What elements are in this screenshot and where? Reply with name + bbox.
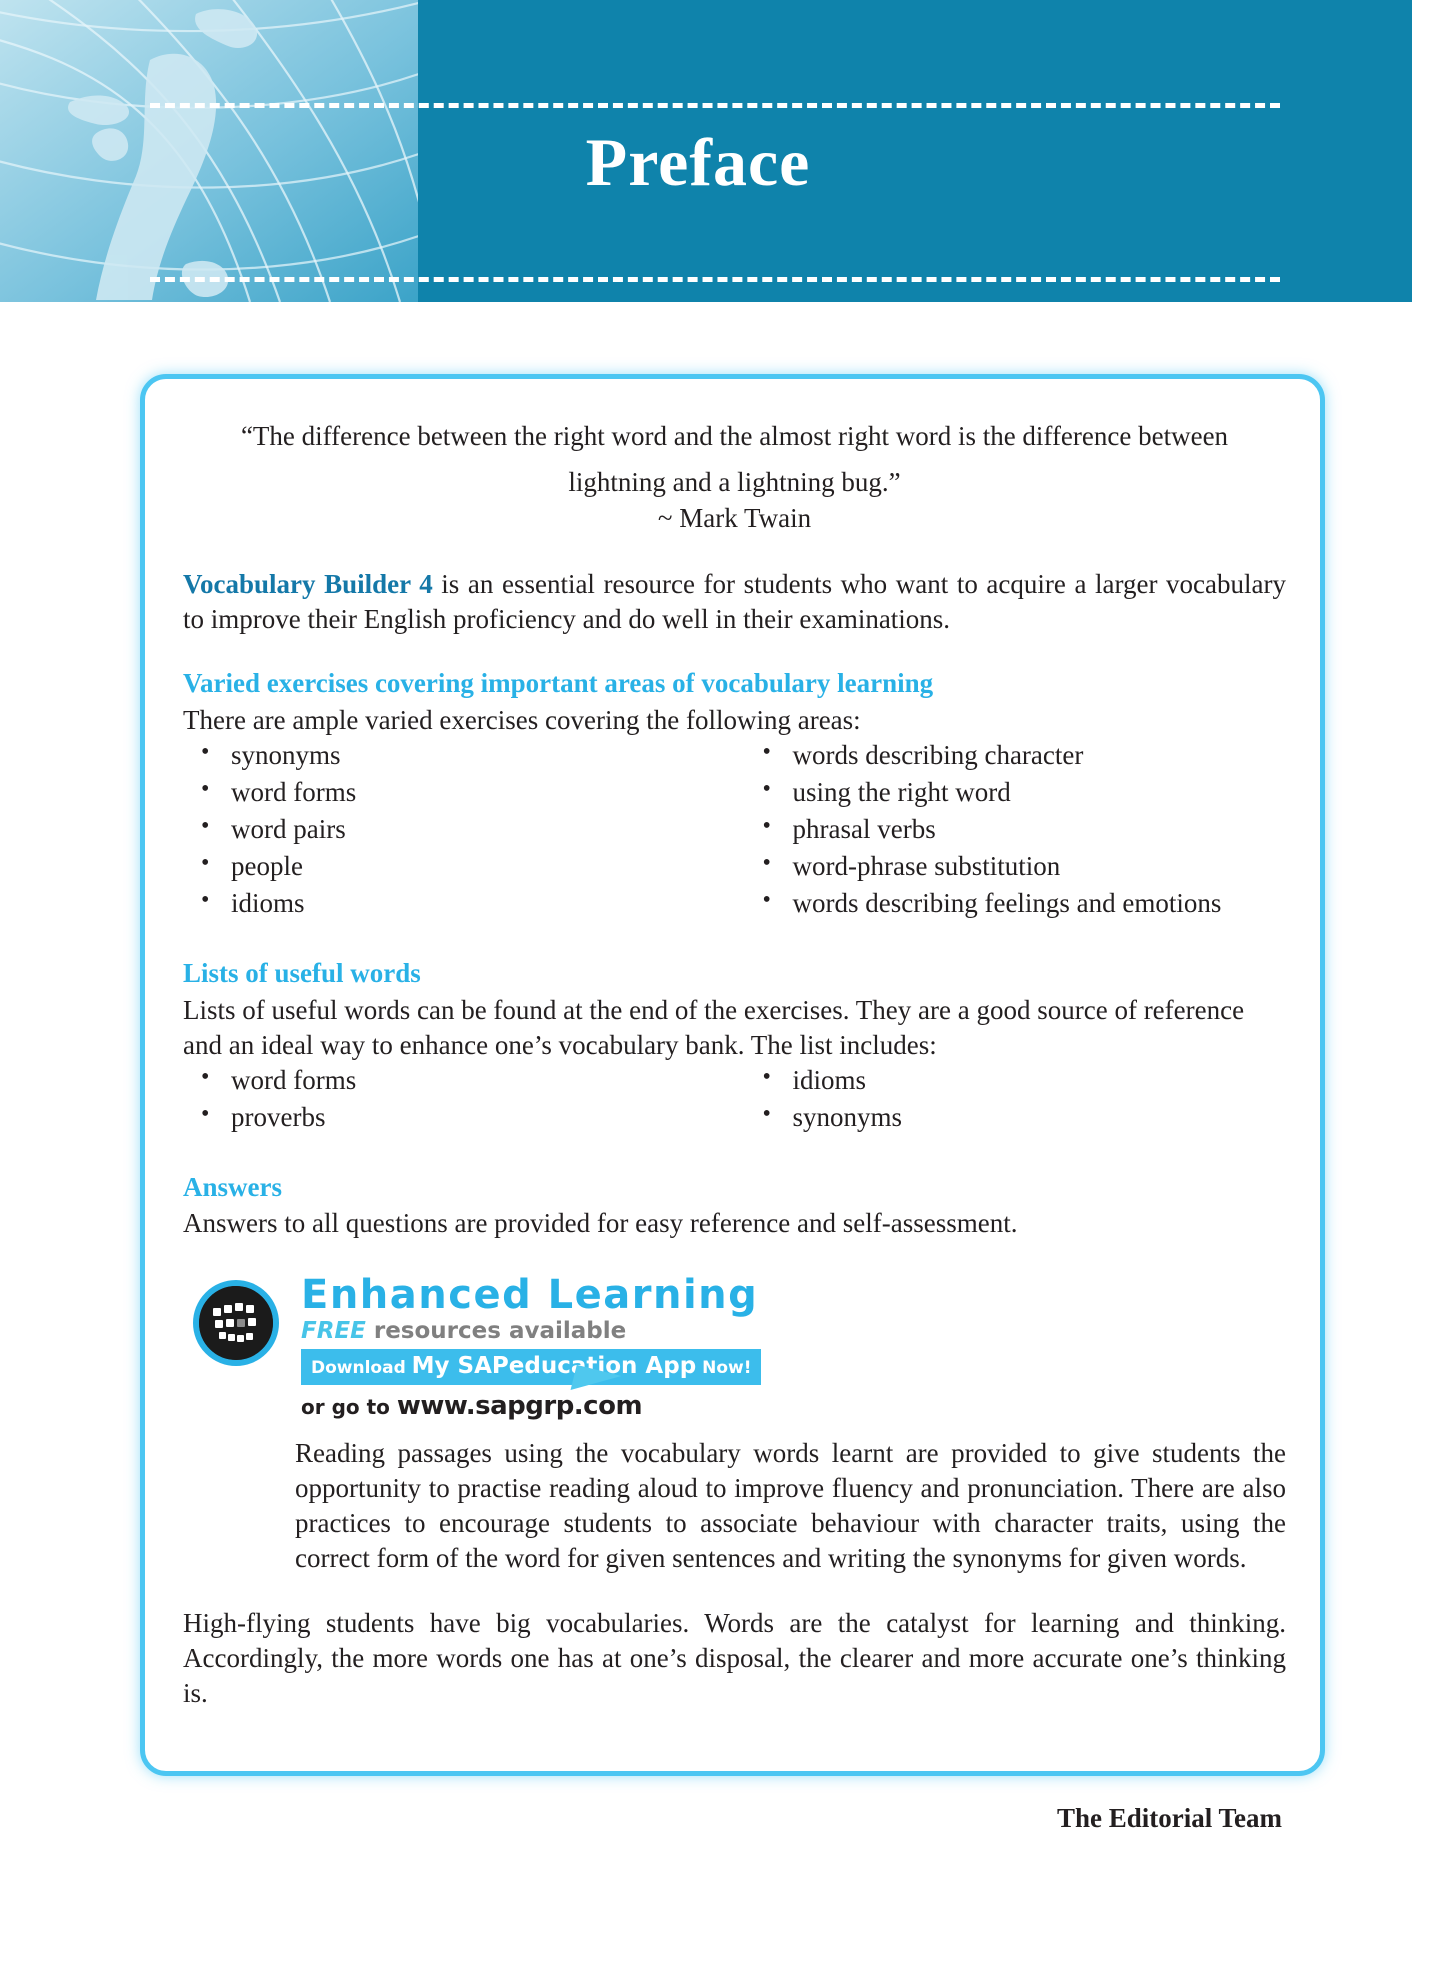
or-go-to-label: or go to: [301, 1394, 397, 1419]
quote-line-2: lightning and a lightning bug.”: [568, 466, 901, 497]
preface-card-content: [183, 409, 1286, 1834]
list-item: • word pairs: [191, 816, 735, 843]
list-item: • synonyms: [191, 742, 735, 769]
download-app-button[interactable]: [301, 1349, 761, 1385]
list-item: • idioms: [753, 1067, 1287, 1094]
film-strip-glyph: [199, 1286, 273, 1360]
bullet-column-left: [183, 739, 735, 927]
film-strip-badge-icon: [193, 1280, 279, 1366]
resources-available-label: resources available: [365, 1317, 627, 1344]
editorial-team-signature: The Editorial Team: [1056, 1803, 1282, 1834]
section-heading: Answers: [183, 1171, 282, 1202]
quote-line-1: “The difference between the right word and the almost right word is the difference between: [240, 421, 1229, 451]
section-lead-text: There are ample varied exercises covering the following areas:: [183, 704, 861, 735]
list-item: • using the right word: [753, 779, 1287, 806]
list-item: • synonyms: [753, 1104, 1287, 1131]
section-lead-text: Lists of useful words can be found at the end of the exercises. They are a good source of reference and an ideal way to enhance one’s vocabulary bank. The list includes:: [183, 994, 1245, 1060]
closing-paragraph-2: High-flying students have big vocabularies. Words are the catalyst for learning and thinking. Accordingly, the more words one has at one’s disposal, the clearer and more accurate one’s thinking is.: [183, 1607, 1286, 1709]
globe-map-illustration: [0, 0, 418, 302]
list-item: • words describing character: [753, 742, 1287, 769]
bullet-columns: [183, 739, 1286, 927]
enhanced-learning-title: Enhanced Learning: [301, 1271, 759, 1318]
section-heading: Varied exercises covering important areas of vocabulary learning: [183, 667, 934, 698]
section-lead-text: Answers to all questions are provided for easy reference and self-assessment.: [183, 1208, 1018, 1239]
cta-app-name: My SAPeducation App: [411, 1353, 697, 1380]
quote-attribution: ~ Mark Twain: [657, 502, 812, 533]
page-title: Preface: [585, 124, 811, 200]
book-title: Vocabulary Builder 4: [183, 568, 433, 599]
website-url-line: [301, 1391, 781, 1422]
section-lists-of-useful-words: [183, 957, 1286, 1141]
globe-graphic-panel: [0, 0, 418, 302]
preface-card-wrapper: [140, 374, 1325, 1834]
closing-paragraph-1: Reading passages using the vocabulary words learnt are provided to give students the opportunity to practise reading aloud to improve fluency and pronunciation. There are also practices to encourage students to associate behaviour with character traits, using the correct form of the word for given sentences and writing the synonyms for given words.: [295, 1437, 1286, 1573]
page-header-banner: [0, 0, 1412, 302]
bullet-column-left: [183, 1064, 735, 1141]
list-item: • idioms: [191, 890, 735, 917]
list-item: • people: [191, 853, 735, 880]
section-varied-exercises: [183, 667, 1286, 927]
list-item: • words describing feelings and emotions: [753, 890, 1287, 917]
list-item: • phrasal verbs: [753, 816, 1287, 843]
header-dashed-line-top: [150, 103, 1280, 108]
enhanced-learning-block: [183, 1271, 1286, 1421]
preface-card: [140, 374, 1325, 1834]
enhanced-learning-subtitle: [301, 1318, 781, 1346]
intro-paragraph-rest: is an essential resource for students who want to acquire a larger vocabulary to improve their English proficiency and do well in their examinations.: [183, 568, 1286, 634]
bullet-columns: [183, 1064, 1286, 1141]
header-dashed-line-bottom: [150, 277, 1280, 282]
quote-block: [183, 419, 1286, 537]
section-answers: [183, 1171, 1286, 1242]
bullet-column-right: [735, 1064, 1287, 1141]
enhanced-learning-text: [301, 1271, 781, 1423]
cta-now-label: Now!: [696, 1358, 752, 1379]
list-item: • proverbs: [191, 1104, 735, 1131]
free-label: FREE: [301, 1317, 366, 1344]
cta-download-label: Download: [311, 1358, 412, 1379]
list-item: • word forms: [191, 1067, 735, 1094]
section-heading: Lists of useful words: [183, 957, 421, 988]
intro-paragraph: [183, 567, 1286, 637]
bullet-column-right: [735, 739, 1287, 927]
list-item: • word-phrase substitution: [753, 853, 1287, 880]
list-item: • word forms: [191, 779, 735, 806]
website-url[interactable]: www.sapgrp.com: [396, 1390, 643, 1421]
